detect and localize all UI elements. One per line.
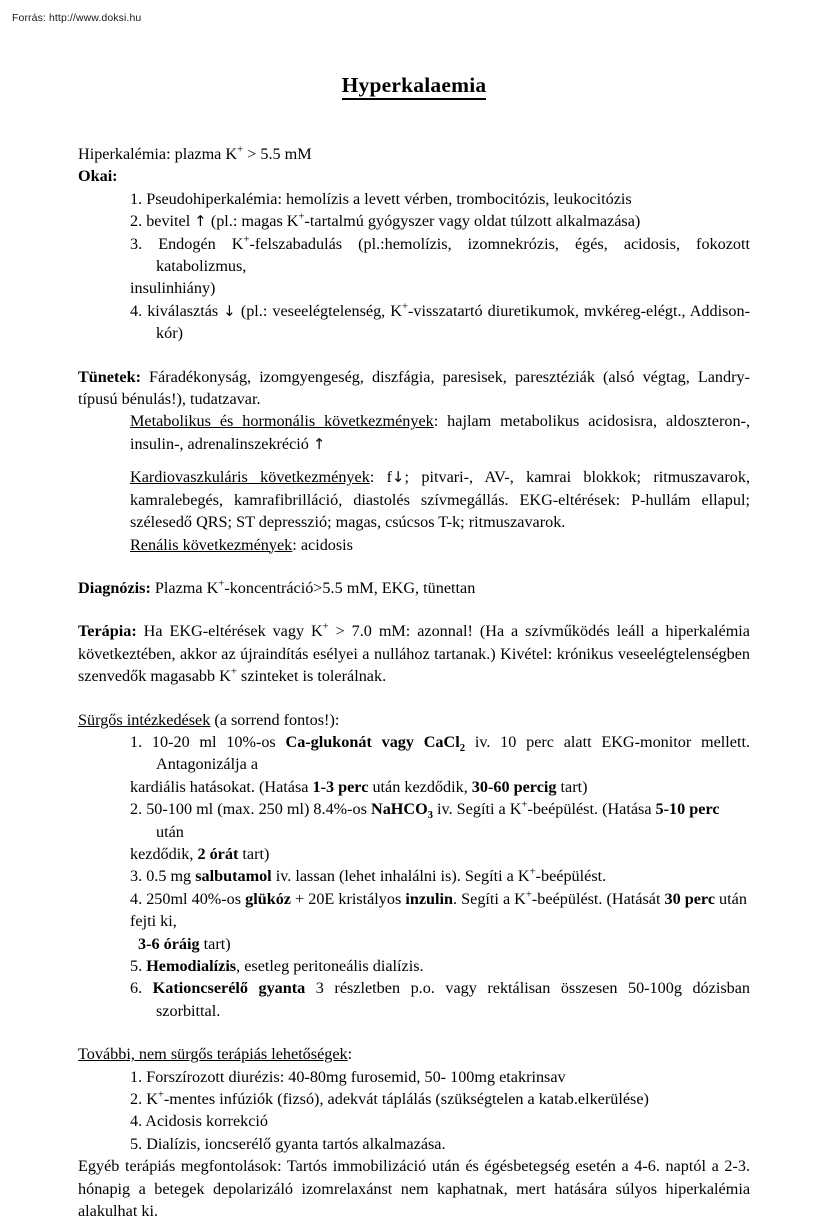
- urgent-item-4-drug-name-2: inzulin: [405, 889, 454, 908]
- further-item-1-number: 1.: [130, 1067, 143, 1086]
- urgent-item-2-seg4: után: [156, 822, 184, 841]
- therapy-text-tail: szinteket is tolerálnak.: [236, 667, 387, 686]
- symptoms-renal: [78, 534, 750, 556]
- k-plus-superscript: +: [237, 143, 244, 156]
- symptoms-intro-text: Fáradékonyság, izomgyengeség, diszfágia, paresisek, paresztéziák (alsó végtag, Landry-típusú bénulás!), tudatzavar.: [78, 367, 750, 409]
- urgent-item-3-number: 3.: [130, 867, 143, 886]
- urgent-item-2-cont-seg2: tart): [238, 844, 270, 863]
- cause-item-3-text-before: Endogén K: [158, 234, 244, 253]
- further-item-2: [78, 1088, 750, 1110]
- cause-item-2-text-before: bevitel: [146, 212, 195, 231]
- urgent-item-4-continuation: [78, 933, 750, 955]
- further-item-3-number: 4.: [130, 1112, 143, 1131]
- urgent-item-4-duration: 3-6 óráig: [138, 934, 200, 953]
- further-item-3: [78, 1110, 750, 1132]
- down-arrow-icon: ↓: [223, 301, 236, 320]
- symptoms-metabolic-heading: Metabolikus és hormonális következmények: [130, 412, 434, 431]
- urgent-item-4-onset: 30 perc: [664, 889, 715, 908]
- urgent-item-6-seg1: 3 részletben p.o. vagy rektálisan összesen 50-100g dózisban szorbittal.: [156, 979, 751, 1020]
- symptoms-renal-heading: Renális következmények: [130, 535, 293, 554]
- cause-item-2-text-tail: -tartalmú gyógyszer vagy oldat túlzott alkalmazása): [304, 212, 641, 231]
- k-plus-superscript: +: [298, 210, 305, 223]
- nahco3-subscript: 3: [427, 809, 433, 822]
- therapy-text-after: > 7.0 mM: azonnal! (Ha a szívműködés leáll a hiperkalémia következtében, akkor az újraindítás esélyei a nullához tartanak.) Kivétel: krónikus veseelégtelenségben szenvedők magasabb K: [78, 622, 750, 686]
- further-item-2-text-before: K: [146, 1090, 158, 1109]
- urgent-item-4-cont-seg1: tart): [199, 934, 231, 953]
- k-plus-superscript: +: [230, 665, 237, 678]
- urgent-item-6-number: 6.: [130, 979, 143, 998]
- urgent-heading-underlined: Sürgős intézkedések: [78, 710, 211, 729]
- symptoms-metabolic-text: : hajlam metabolikus acidosisra, aldoszteron-, insulin-, adrenalinszekréció: [130, 412, 751, 453]
- urgent-item-5-treatment-name: Hemodialízis: [146, 957, 237, 975]
- k-plus-superscript: +: [529, 865, 536, 878]
- symptoms-cardiovascular-prefix: : f: [369, 468, 393, 487]
- further-item-2-number: 2.: [130, 1090, 143, 1109]
- symptoms-cardiovascular-heading: Kardiovaszkuláris következmények: [130, 468, 370, 487]
- urgent-item-1-cont-seg2: után kezdődik,: [368, 777, 472, 796]
- cause-item-4-text-after: (pl.: veseelégtelenség, K: [235, 301, 402, 320]
- urgent-item-2-drug-name: NaHCO: [371, 800, 428, 819]
- k-plus-superscript: +: [218, 577, 225, 590]
- definition-value: > 5.5 mM: [243, 145, 312, 163]
- symptoms-paragraph: [78, 366, 750, 411]
- cause-item-3-text-after: -felszabadulás (pl.:hemolízis, izomnekrózis, égés, acidosis, fokozott katabolizmus,: [156, 234, 750, 276]
- urgent-item-4-seg5: után fejti ki,: [130, 889, 747, 931]
- urgent-item-2-cont-seg1: kezdődik,: [130, 844, 198, 863]
- cause-item-4-number: 4.: [130, 301, 143, 320]
- k-plus-superscript: +: [525, 888, 532, 901]
- source-url-header: Forrás: http://www.doksi.hu: [12, 12, 142, 24]
- urgent-item-1-duration: 30-60 percig: [471, 777, 557, 796]
- cause-item-1: [78, 188, 750, 210]
- diagnosis-text-after: -koncentráció>5.5 mM, EKG, tünettan: [224, 578, 476, 597]
- symptoms-renal-text: : acidosis: [292, 535, 353, 554]
- k-plus-superscript: +: [243, 233, 250, 246]
- cause-item-2-number: 2.: [130, 212, 143, 231]
- urgent-item-5-number: 5.: [130, 957, 143, 975]
- cacl2-subscript: 2: [459, 742, 466, 755]
- urgent-item-1-drug: [285, 732, 466, 755]
- down-arrow-icon: ↓: [392, 468, 405, 487]
- urgent-item-1-cont-seg1: kardiális hatásokat. (Hatása: [130, 777, 313, 796]
- urgent-item-3-seg2: iv. lassan (lehet inhalálni is). Segíti a K: [271, 867, 530, 886]
- therapy-text-before: Ha EKG-eltérések vagy K: [136, 622, 323, 641]
- urgent-item-1-onset: 1-3 perc: [312, 777, 369, 796]
- urgent-item-2-number: 2.: [130, 800, 143, 819]
- cause-item-3-continuation: insulinhiány): [130, 279, 216, 298]
- page-title-text: Hyperkalaemia: [342, 73, 487, 100]
- urgent-item-2-drug: [371, 800, 433, 822]
- symptoms-label: Tünetek:: [78, 367, 141, 386]
- urgent-item-6: [78, 977, 750, 1022]
- further-item-1: [78, 1066, 750, 1088]
- cause-item-1-number: 1.: [130, 189, 143, 208]
- further-item-4-number: 5.: [130, 1134, 143, 1153]
- urgent-item-1-continuation: [78, 776, 750, 798]
- urgent-item-1-seg2: iv. 10 perc alatt EKG-monitor mellett. Antagonizálja a: [156, 732, 751, 774]
- urgent-item-4-drug-name-1: glükóz: [245, 889, 291, 908]
- diagnosis-text-before: Plazma K: [150, 578, 219, 597]
- up-arrow-icon: ↑: [312, 434, 326, 453]
- urgent-item-4: [78, 888, 750, 933]
- symptoms-metabolic: [78, 410, 750, 455]
- urgent-item-4-number: 4.: [130, 889, 143, 908]
- k-plus-superscript: +: [157, 1088, 164, 1101]
- therapy-paragraph: [78, 620, 750, 687]
- symptoms-cardiovascular: [78, 466, 750, 533]
- cause-item-4: [78, 300, 750, 345]
- urgent-item-5: [78, 955, 750, 977]
- further-item-3-text: Acidosis korrekció: [145, 1112, 269, 1131]
- urgent-item-2-onset: 5-10 perc: [655, 800, 720, 819]
- causes-label: Okai:: [78, 167, 118, 186]
- cause-item-4-text-before: kiválasztás: [147, 301, 224, 320]
- cause-item-2-text-after: (pl.: magas K: [206, 212, 299, 231]
- further-item-1-text: Forszírozott diurézis: 40-80mg furosemid, 50- 100mg etakrinsav: [146, 1067, 566, 1086]
- further-heading-rest: :: [347, 1045, 353, 1064]
- urgent-item-1-number: 1.: [130, 732, 143, 751]
- urgent-item-1: [78, 731, 750, 776]
- cause-item-2: [78, 210, 750, 232]
- urgent-item-2-seg2: iv. Segíti a K: [433, 800, 522, 819]
- urgent-item-3-drug-name: salbutamol: [195, 867, 272, 886]
- urgent-item-1-cont-seg3: tart): [556, 777, 588, 796]
- page-title: [78, 0, 750, 98]
- urgent-item-4-seg3: . Segíti a K: [453, 889, 526, 908]
- further-item-4: [78, 1133, 750, 1155]
- urgent-item-5-seg1: , esetleg peritoneális dialízis.: [236, 957, 424, 975]
- further-heading-underlined: További, nem sürgős terápiás lehetőségek: [78, 1045, 348, 1064]
- urgent-item-3: [78, 865, 750, 887]
- definition-label: Hiperkalémia: plazma K: [78, 145, 238, 163]
- urgent-item-2: [78, 798, 750, 843]
- urgent-item-3-seg1: 0.5 mg: [146, 867, 196, 886]
- symptoms-cardiovascular-text: ; pitvari-, AV-, kamrai blokkok; ritmuszavarok, kamralebegés, kamrafibrilláció, diastolés szívmegállás. EKG-eltérések: P-hullám ellapul; szélesedő QRS; ST depresszió; magas, csúcsos T-k; ritmuszavarok.: [130, 468, 750, 532]
- cause-item-3: [78, 233, 750, 278]
- urgent-heading: [78, 709, 750, 731]
- further-item-4-text: Dialízis, ioncserélő gyanta tartós alkalmazása.: [146, 1134, 446, 1153]
- urgent-item-2-continuation: [78, 843, 750, 865]
- cause-item-4-text-tail: -visszatartó diuretikumok, mvkéreg-elégt., Addison-kór): [156, 301, 750, 343]
- closing-paragraph: Egyéb terápiás megfontolások: Tartós immobilizáció után és égésbetegség esetén a 4-6. naptól a 2-3. hónapig a betegek depolarizáló izomrelaxánst nem kaphatnak, mert hatására súlyos hiperkalémia alakulhat ki.: [78, 1157, 750, 1221]
- urgent-item-2-seg1: 50-100 ml (max. 250 ml) 8.4%-os: [146, 800, 371, 819]
- urgent-item-1-seg1: 10-20 ml 10%-os: [151, 732, 286, 751]
- urgent-heading-rest: (a sorrend fontos!):: [210, 710, 340, 729]
- urgent-item-4-seg4: -beépülést. (Hatását: [531, 889, 665, 908]
- cause-item-1-text: Pseudohiperkalémia: hemolízis a levett vérben, trombocitózis, leukocitózis: [146, 189, 632, 208]
- urgent-item-1-drug-name: Ca-glukonát vagy CaCl: [285, 732, 460, 751]
- k-plus-superscript: +: [521, 798, 528, 811]
- urgent-item-2-seg3: -beépülést. (Hatása: [527, 800, 656, 819]
- urgent-item-3-seg3: -beépülést.: [535, 867, 607, 886]
- urgent-item-6-treatment-name: Kationcserélő gyanta: [152, 979, 306, 998]
- definition-line: [78, 143, 750, 165]
- therapy-label: Terápia:: [78, 622, 137, 641]
- cause-item-3-number: 3.: [130, 234, 143, 253]
- up-arrow-icon: ↑: [194, 212, 207, 231]
- further-item-2-text-after: -mentes infúziók (fizsó), adekvát táplálás (szükségtelen a katab.elkerülése): [163, 1090, 649, 1109]
- further-heading: [78, 1043, 750, 1065]
- k-plus-superscript: +: [322, 620, 329, 633]
- urgent-item-4-seg2: + 20E kristályos: [291, 889, 406, 908]
- diagnosis-label: Diagnózis:: [78, 578, 151, 597]
- k-plus-superscript: +: [401, 300, 408, 313]
- urgent-item-4-seg1: 250ml 40%-os: [146, 889, 246, 908]
- diagnosis-paragraph: [78, 577, 750, 599]
- urgent-item-2-duration: 2 órát: [197, 844, 239, 863]
- document-body: [78, 143, 750, 1222]
